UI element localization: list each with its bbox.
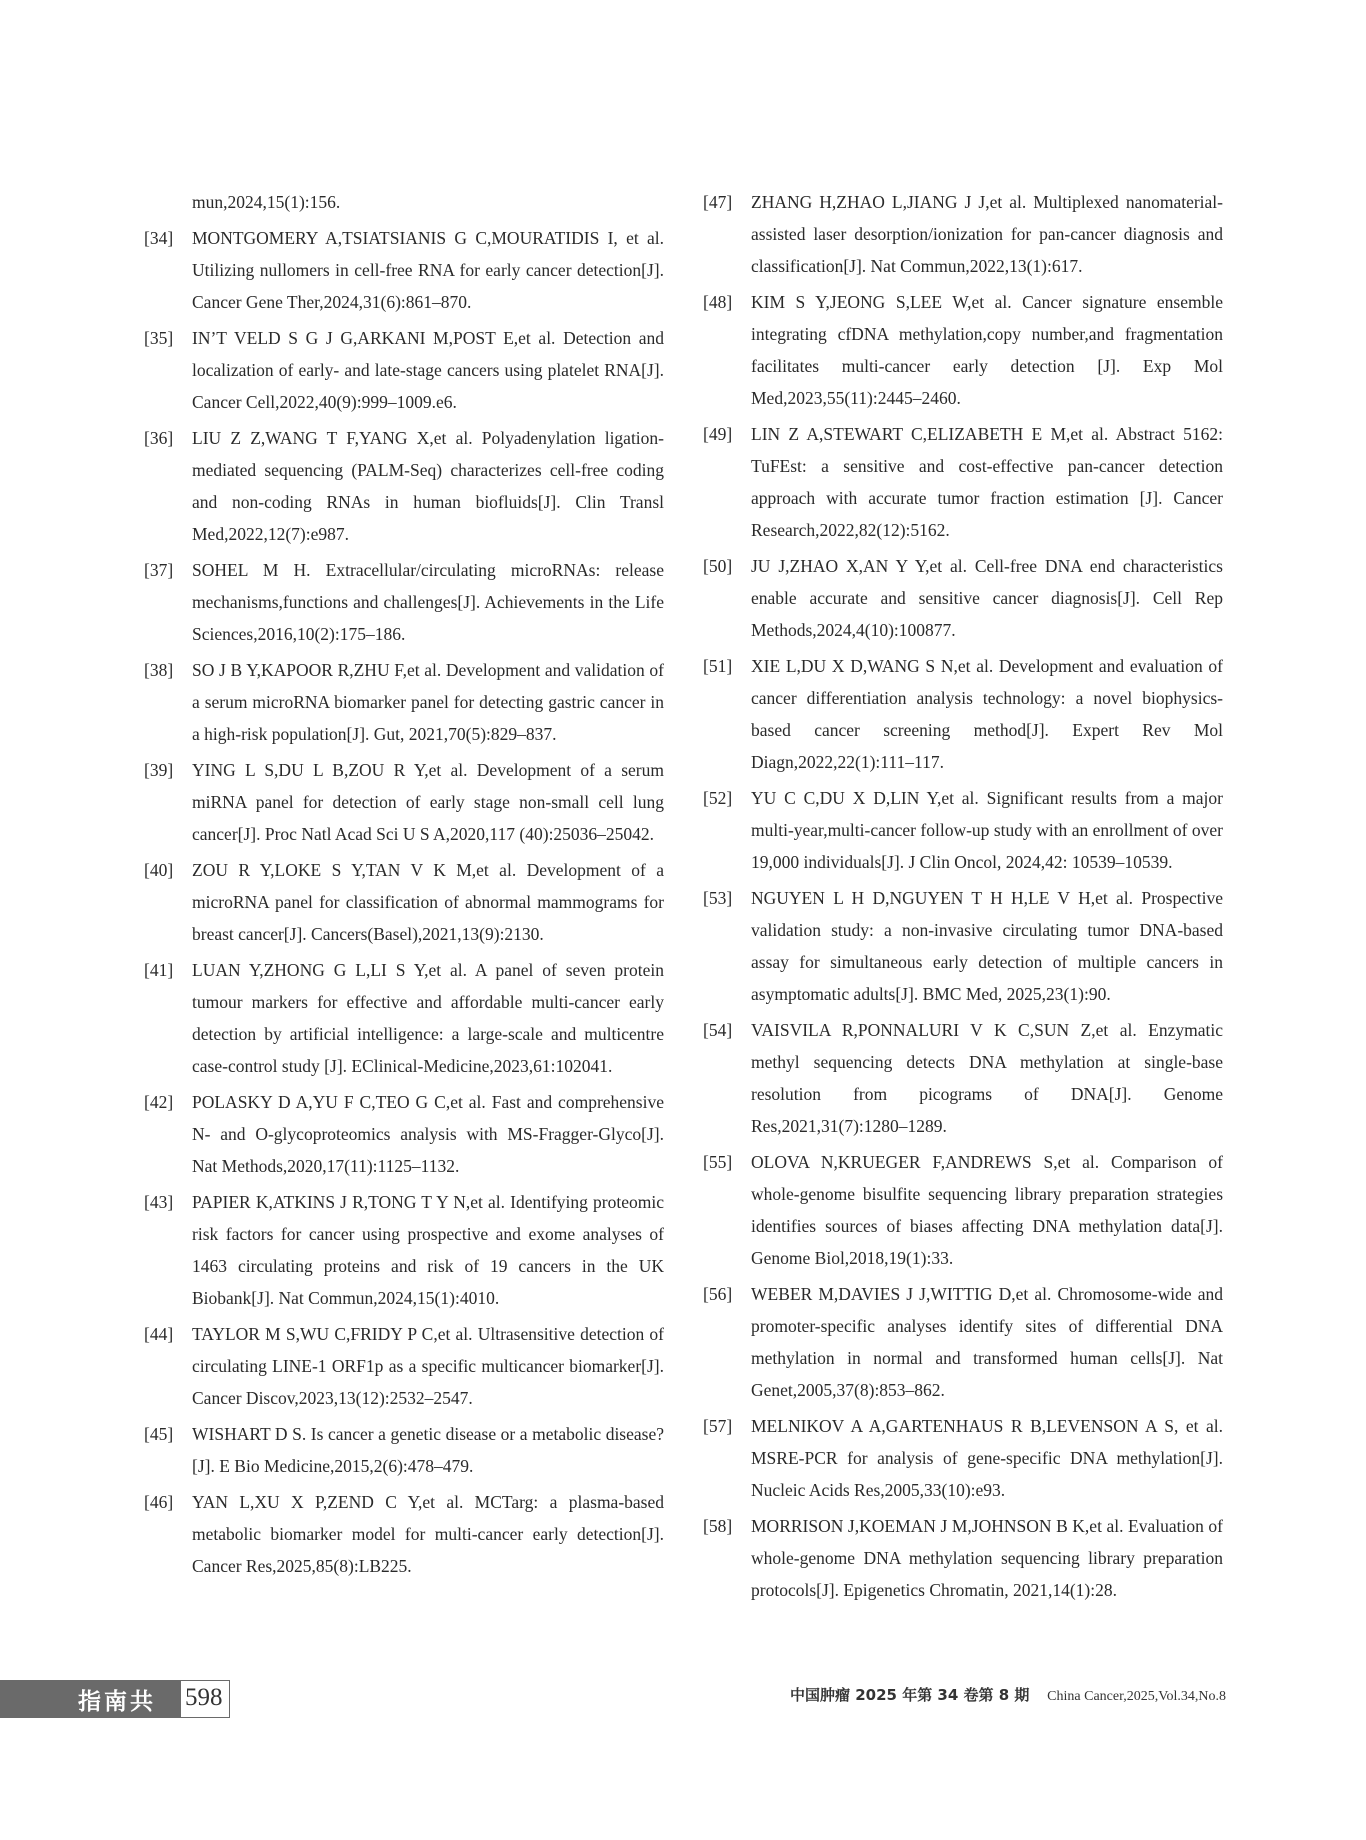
reference-item	[144, 754, 664, 850]
page-number: 598	[185, 1684, 223, 1711]
reference-text: mun,2024,15(1):156.	[192, 192, 341, 212]
reference-text: YAN L,XU X P,ZEND C Y,et al. MCTarg: a plasma-based metabolic biomarker model for multi-cancer early detection[J]. Cancer Res,2025,85(8):LB225.	[192, 1492, 664, 1576]
reference-item	[703, 1278, 1223, 1406]
reference-item	[703, 782, 1223, 878]
journal-name-cn: 中国肿瘤 2025 年第 34 卷第 8 期	[790, 1686, 1030, 1704]
reference-item	[144, 1186, 664, 1314]
reference-text: PAPIER K,ATKINS J R,TONG T Y N,et al. Identifying proteomic risk factors for cancer using prospective and exome analyses of 1463 circulating proteins and risk of 19 cancers in the UK Biobank[J]. Nat Commun,2024,15(1):4010.	[192, 1192, 664, 1308]
reference-text: LIN Z A,STEWART C,ELIZABETH E M,et al. Abstract 5162: TuFEst: a sensitive and cost-effective pan-cancer detection approach with accurate tumor fraction estimation [J]. Cancer Research,2022,82(12):5162.	[751, 424, 1223, 540]
reference-number: [49]	[703, 424, 733, 444]
reference-number: [56]	[703, 1284, 733, 1304]
reference-item	[703, 186, 1223, 282]
reference-item	[144, 222, 664, 318]
reference-number: [53]	[703, 888, 733, 908]
reference-text: MONTGOMERY A,TSIATSIANIS G C,MOURATIDIS I, et al. Utilizing nullomers in cell-free RNA for early cancer detection[J]. Cancer Gene Ther,2024,31(6):861–870.	[192, 228, 664, 312]
reference-number: [47]	[703, 192, 733, 212]
reference-number: [55]	[703, 1152, 733, 1172]
reference-item	[703, 1146, 1223, 1274]
reference-item	[144, 422, 664, 550]
reference-text: WISHART D S. Is cancer a genetic disease or a metabolic disease?[J]. E Bio Medicine,2015,2(6):478–479.	[192, 1424, 664, 1476]
reference-text: YU C C,DU X D,LIN Y,et al. Significant results from a major multi-year,multi-cancer follow-up study with an enrollment of over 19,000 individuals[J]. J Clin Oncol, 2024,42: 10539–10539.	[751, 788, 1223, 872]
section-label: 指南共识	[78, 1689, 156, 1748]
reference-item	[703, 550, 1223, 646]
reference-item	[144, 854, 664, 950]
reference-text: MORRISON J,KOEMAN J M,JOHNSON B K,et al. Evaluation of whole-genome DNA methylation sequencing library preparation protocols[J]. Epigenetics Chromatin, 2021,14(1):28.	[751, 1516, 1223, 1600]
reference-number: [37]	[144, 560, 174, 580]
reference-item	[144, 186, 664, 218]
reference-number: [40]	[144, 860, 174, 880]
reference-text: ZOU R Y,LOKE S Y,TAN V K M,et al. Development of a microRNA panel for classification of abnormal mammograms for breast cancer[J]. Cancers(Basel),2021,13(9):2130.	[192, 860, 664, 944]
reference-item	[144, 654, 664, 750]
reference-text: NGUYEN L H D,NGUYEN T H H,LE V H,et al. Prospective validation study: a non-invasive circulating tumor DNA-based assay for simultaneous early detection of multiple cancers in asymptomatic adults[J]. BMC Med, 2025,23(1):90.	[751, 888, 1223, 1004]
reference-item	[703, 1014, 1223, 1142]
reference-item	[703, 882, 1223, 1010]
reference-item	[703, 418, 1223, 546]
reference-number: [39]	[144, 760, 174, 780]
reference-number: [38]	[144, 660, 174, 680]
reference-number: [43]	[144, 1192, 174, 1212]
reference-number: [42]	[144, 1092, 174, 1112]
journal-footer	[790, 1684, 1226, 1705]
page-number-box	[180, 1680, 230, 1718]
reference-text: LUAN Y,ZHONG G L,LI S Y,et al. A panel of seven protein tumour markers for effective and affordable multi-cancer early detection by artificial intelligence: a large-scale and multicentre case-control study [J]. EClinical-Medicine,2023,61:102041.	[192, 960, 664, 1076]
reference-number: [45]	[144, 1424, 174, 1444]
reference-text: WEBER M,DAVIES J J,WITTIG D,et al. Chromosome-wide and promoter-specific analyses identify sites of differential DNA methylation in normal and transformed human cells[J]. Nat Genet,2005,37(8):853–862.	[751, 1284, 1223, 1400]
reference-item	[144, 1318, 664, 1414]
reference-text: OLOVA N,KRUEGER F,ANDREWS S,et al. Comparison of whole-genome bisulfite sequencing library preparation strategies identifies sources of biases affecting DNA methylation data[J]. Genome Biol,2018,19(1):33.	[751, 1152, 1223, 1268]
reference-text: KIM S Y,JEONG S,LEE W,et al. Cancer signature ensemble integrating cfDNA methylation,copy number,and fragmentation facilitates multi-cancer early detection [J]. Exp Mol Med,2023,55(11):2445–2460.	[751, 292, 1223, 408]
reference-number: [54]	[703, 1020, 733, 1040]
reference-number: [58]	[703, 1516, 733, 1536]
reference-number: [46]	[144, 1492, 174, 1512]
journal-name-en: China Cancer,2025,Vol.34,No.8	[1047, 1689, 1226, 1704]
reference-text: POLASKY D A,YU F C,TEO G C,et al. Fast and comprehensive N- and O-glycoproteomics analysis with MS-Fragger-Glyco[J]. Nat Methods,2020,17(11):1125–1132.	[192, 1092, 664, 1176]
reference-item	[144, 954, 664, 1082]
footer-band	[0, 1680, 180, 1748]
reference-number: [51]	[703, 656, 733, 676]
reference-number: [48]	[703, 292, 733, 312]
reference-text: SO J B Y,KAPOOR R,ZHU F,et al. Development and validation of a serum microRNA biomarker panel for detecting gastric cancer in a high-risk population[J]. Gut, 2021,70(5):829–837.	[192, 660, 664, 744]
references-column-left	[144, 186, 664, 1586]
reference-item	[703, 1410, 1223, 1506]
reference-text: SOHEL M H. Extracellular/circulating microRNAs: release mechanisms,functions and challenges[J]. Achievements in the Life Sciences,2016,10(2):175–186.	[192, 560, 664, 644]
reference-item	[144, 322, 664, 418]
reference-text: YING L S,DU L B,ZOU R Y,et al. Development of a serum miRNA panel for detection of early stage non-small cell lung cancer[J]. Proc Natl Acad Sci U S A,2020,117 (40):25036–25042.	[192, 760, 664, 844]
reference-number: [44]	[144, 1324, 174, 1344]
reference-text: IN’T VELD S G J G,ARKANI M,POST E,et al. Detection and localization of early- and late-stage cancers using platelet RNA[J]. Cancer Cell,2022,40(9):999–1009.e6.	[192, 328, 664, 412]
reference-text: JU J,ZHAO X,AN Y Y,et al. Cell-free DNA end characteristics enable accurate and sensitive cancer diagnosis[J]. Cell Rep Methods,2024,4(10):100877.	[751, 556, 1223, 640]
reference-number: [52]	[703, 788, 733, 808]
reference-text: LIU Z Z,WANG T F,YANG X,et al. Polyadenylation ligation-mediated sequencing (PALM-Seq) characterizes cell-free coding and non-coding RNAs in human biofluids[J]. Clin Transl Med,2022,12(7):e987.	[192, 428, 664, 544]
reference-text: MELNIKOV A A,GARTENHAUS R B,LEVENSON A S, et al. MSRE-PCR for analysis of gene-specific DNA methylation[J]. Nucleic Acids Res,2005,33(10):e93.	[751, 1416, 1223, 1500]
reference-number: [57]	[703, 1416, 733, 1436]
reference-number: [34]	[144, 228, 174, 248]
reference-item	[144, 1486, 664, 1582]
footer-section-tab	[0, 1680, 228, 1748]
references-column-right	[703, 186, 1223, 1610]
reference-text: XIE L,DU X D,WANG S N,et al. Development and evaluation of cancer differentiation analysis technology: a novel biophysics-based cancer screening method[J]. Expert Rev Mol Diagn,2022,22(1):111–117.	[751, 656, 1223, 772]
reference-text: VAISVILA R,PONNALURI V K C,SUN Z,et al. Enzymatic methyl sequencing detects DNA methylation at single-base resolution from picograms of DNA[J]. Genome Res,2021,31(7):1280–1289.	[751, 1020, 1223, 1136]
reference-number: [35]	[144, 328, 174, 348]
reference-item	[144, 1086, 664, 1182]
reference-text: TAYLOR M S,WU C,FRIDY P C,et al. Ultrasensitive detection of circulating LINE-1 ORF1p as a specific multicancer biomarker[J]. Cancer Discov,2023,13(12):2532–2547.	[192, 1324, 664, 1408]
reference-item	[144, 1418, 664, 1482]
reference-item	[703, 286, 1223, 414]
reference-text: ZHANG H,ZHAO L,JIANG J J,et al. Multiplexed nanomaterial-assisted laser desorption/ionization for pan-cancer diagnosis and classification[J]. Nat Commun,2022,13(1):617.	[751, 192, 1223, 276]
reference-item	[703, 650, 1223, 778]
reference-number: [36]	[144, 428, 174, 448]
reference-number: [50]	[703, 556, 733, 576]
reference-item	[144, 554, 664, 650]
reference-number: [41]	[144, 960, 174, 980]
reference-item	[703, 1510, 1223, 1606]
